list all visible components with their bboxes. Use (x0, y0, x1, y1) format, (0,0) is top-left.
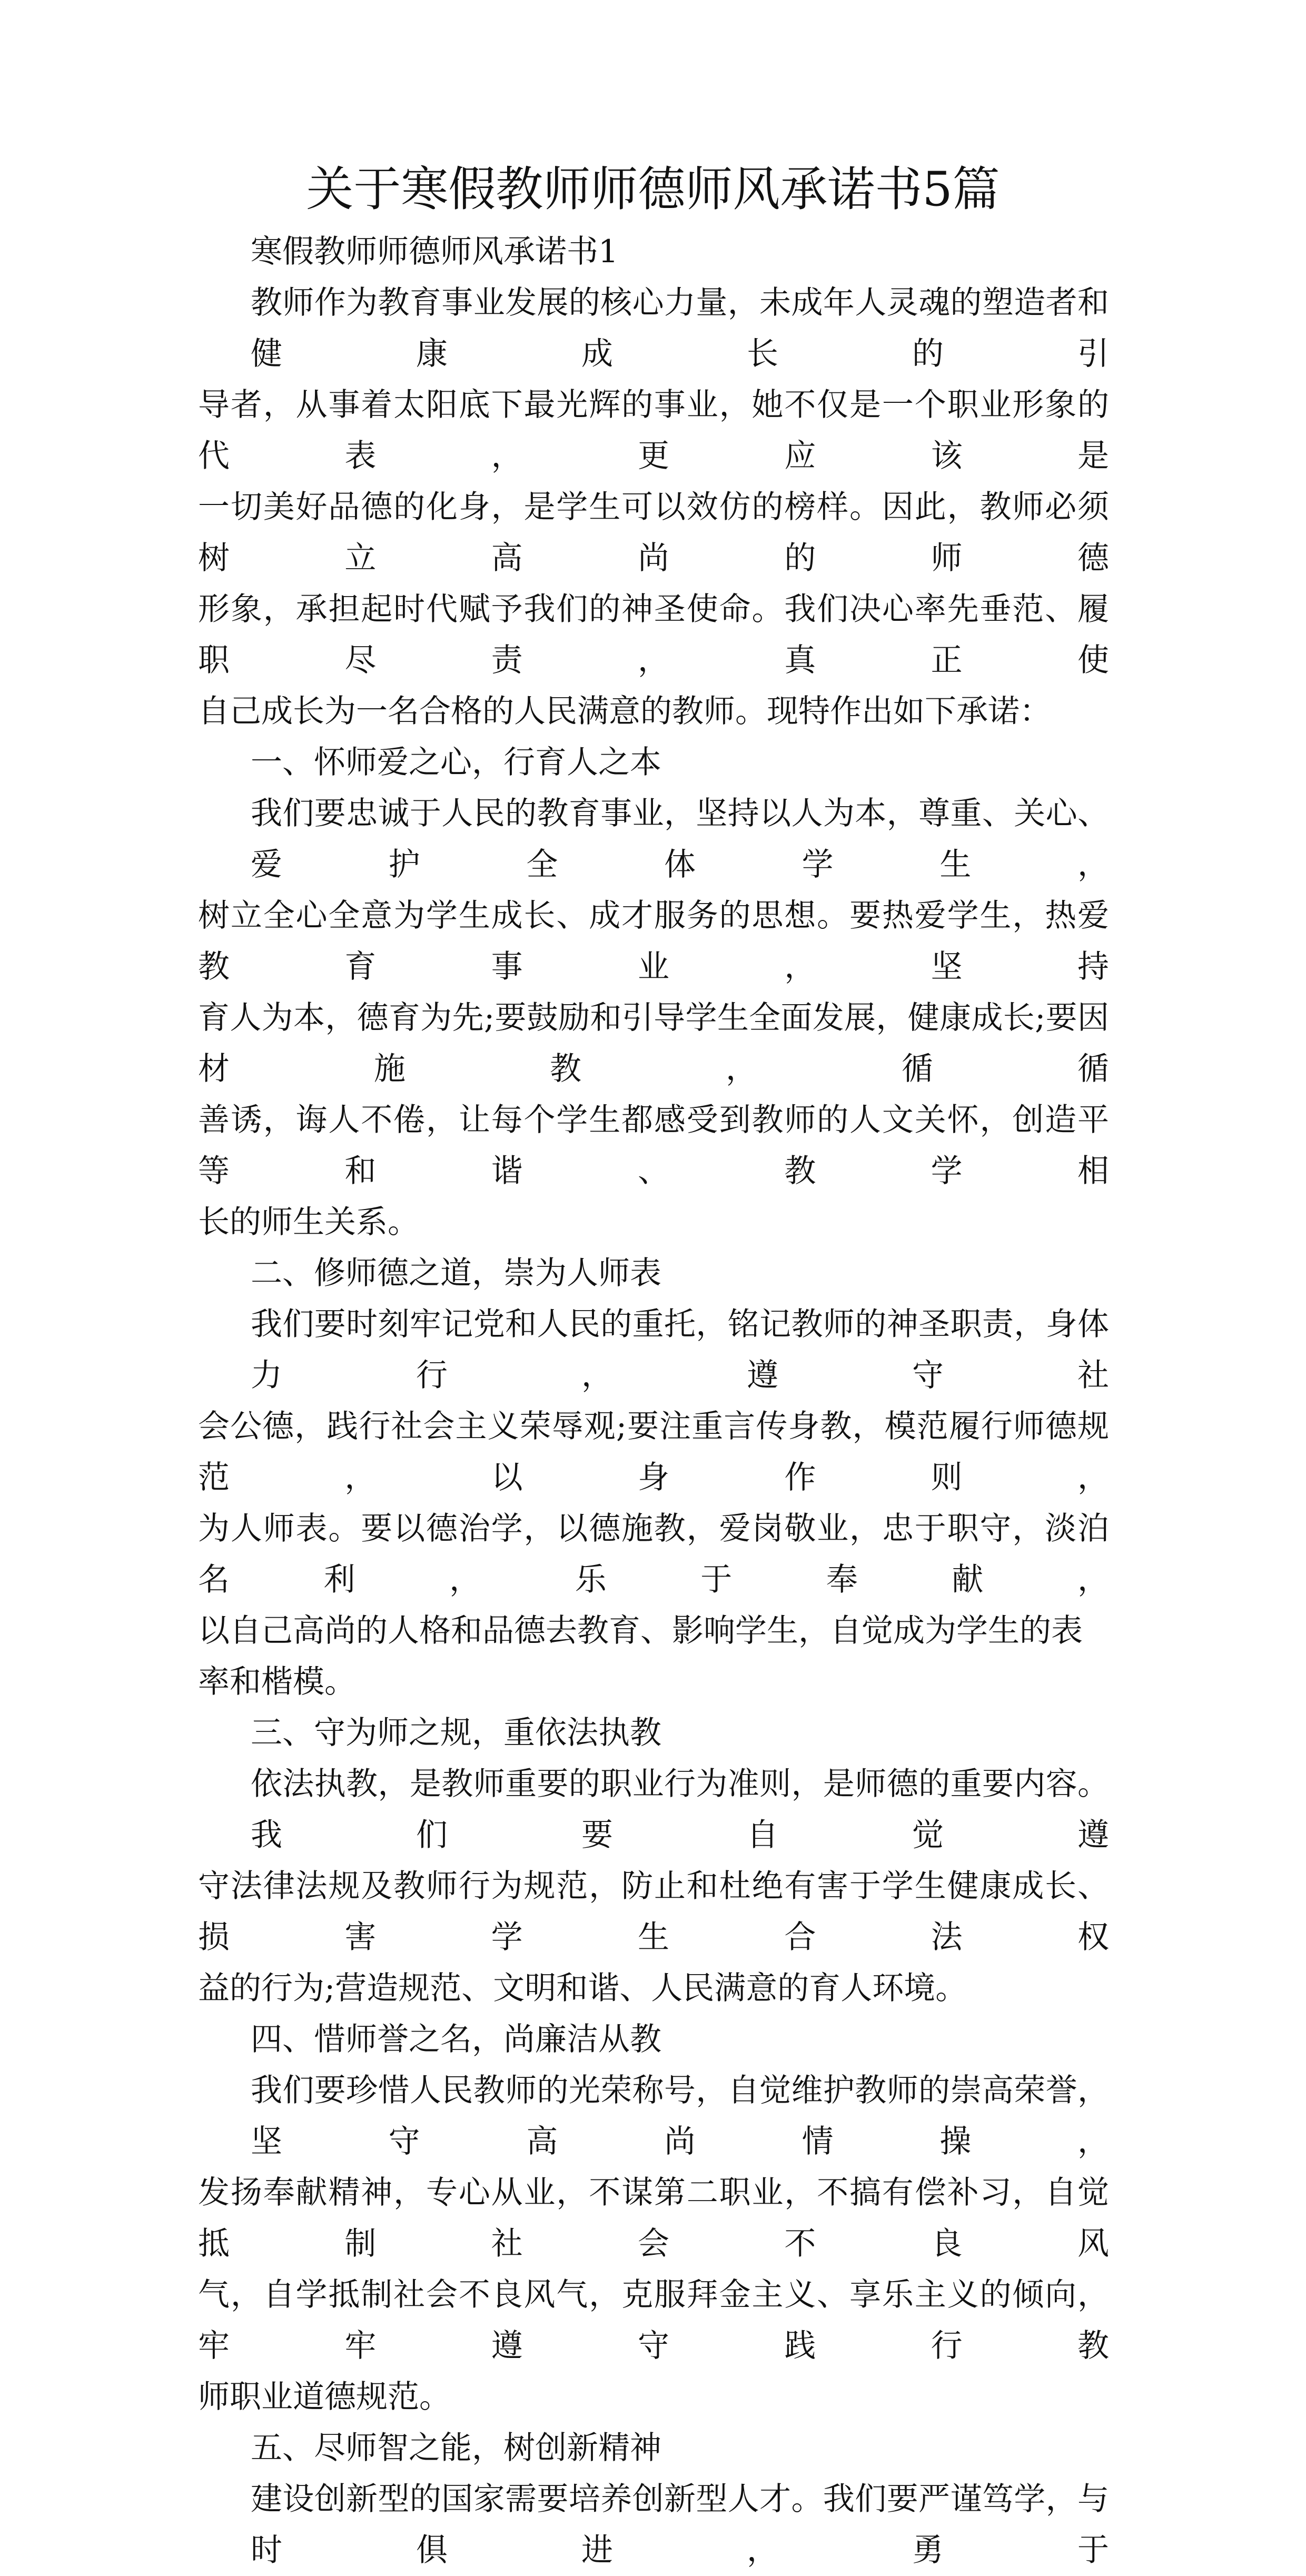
text-line: 树立全心全意为学生成长、成才服务的思想。要热爱学生，热爱教育事业，坚持 (198, 897, 1109, 985)
text-line: 一、怀师爱之心，行育人之本 (251, 744, 661, 781)
section-heading (198, 737, 1109, 788)
text-line: 教师作为教育事业发展的核心力量，未成年人灵魂的塑造者和健康成长的引 (251, 284, 1109, 372)
text-line: 形象，承担起时代赋予我们的神圣使命。我们决心率先垂范、履职尽责，真正使 (198, 591, 1109, 679)
text-line: 长的师生关系。 (198, 1204, 419, 1241)
paragraph (198, 2474, 1109, 2576)
paragraph (198, 278, 1109, 737)
text-line: 寒假教师师德师风承诺书1 (251, 233, 619, 270)
section-heading (198, 2423, 1109, 2474)
text-line: 善诱，诲人不倦，让每个学生都感受到教师的人文关怀，创造平等和谐、教学相 (198, 1102, 1109, 1190)
text-line: 建设创新型的国家需要培养创新型人才。我们要严谨笃学，与时俱进，勇于 (251, 2481, 1109, 2569)
document-body (198, 226, 1109, 2576)
paragraph (198, 1299, 1109, 1708)
text-line: 师职业道德规范。 (198, 2379, 451, 2415)
text-line: 育人为本，德育为先;要鼓励和引导学生全面发展，健康成长;要因材施教，循循 (198, 999, 1109, 1087)
text-line: 五、尽师智之能，树创新精神 (251, 2430, 661, 2466)
text-line: 我们要珍惜人民教师的光荣称号，自觉维护教师的崇高荣誉，坚守高尚情操， (251, 2072, 1109, 2160)
paragraph (198, 2065, 1109, 2423)
section-heading (198, 1708, 1109, 1759)
section-heading (198, 226, 1109, 278)
text-line: 自己成长为一名合格的人民满意的教师。现特作出如下承诺： (198, 693, 1051, 730)
text-line: 益的行为;营造规范、文明和谐、人民满意的育人环境。 (198, 1970, 967, 2007)
text-line: 会公德，践行社会主义荣辱观;要注重言传身教，模范履行师德规范，以身作则， (198, 1408, 1109, 1496)
text-line: 我们要忠诚于人民的教育事业，坚持以人为本，尊重、关心、爱护全体学生， (251, 795, 1109, 883)
section-heading (198, 1248, 1109, 1299)
paragraph (198, 1759, 1109, 2014)
text-line: 气，自学抵制社会不良风气，克服拜金主义、享乐主义的倾向，牢牢遵守践行教 (198, 2276, 1109, 2364)
text-line: 一切美好品德的化身，是学生可以效仿的榜样。因此，教师必须树立高尚的师德 (198, 489, 1109, 577)
text-line: 以自己高尚的人格和品德去教育、影响学生，自觉成为学生的表率和楷模。 (198, 1612, 1083, 1700)
text-line: 四、惜师誉之名，尚廉洁从教 (251, 2021, 661, 2058)
text-line: 守法律法规及教师行为规范，防止和杜绝有害于学生健康成长、损害学生合法权 (198, 1868, 1109, 1956)
section-heading (198, 2014, 1109, 2065)
text-line: 我们要时刻牢记党和人民的重托，铭记教师的神圣职责，身体力行，遵守社 (251, 1306, 1109, 1394)
paragraph (198, 788, 1109, 1248)
text-line: 三、守为师之规，重依法执教 (251, 1715, 661, 1751)
text-line: 导者，从事着太阳底下最光辉的事业，她不仅是一个职业形象的代表，更应该是 (198, 387, 1109, 474)
text-line: 二、修师德之道，崇为人师表 (251, 1255, 661, 1292)
text-line: 为人师表。要以德治学，以德施教，爱岗敬业，忠于职守，淡泊名利，乐于奉献， (198, 1510, 1109, 1598)
text-line: 依法执教，是教师重要的职业行为准则，是师德的重要内容。我们要自觉遵 (251, 1766, 1109, 1854)
document-title: 关于寒假教师师德师风承诺书5篇 (306, 162, 1000, 217)
text-line: 发扬奉献精神，专心从业，不谋第二职业，不搞有偿补习，自觉抵制社会不良风 (198, 2174, 1109, 2262)
